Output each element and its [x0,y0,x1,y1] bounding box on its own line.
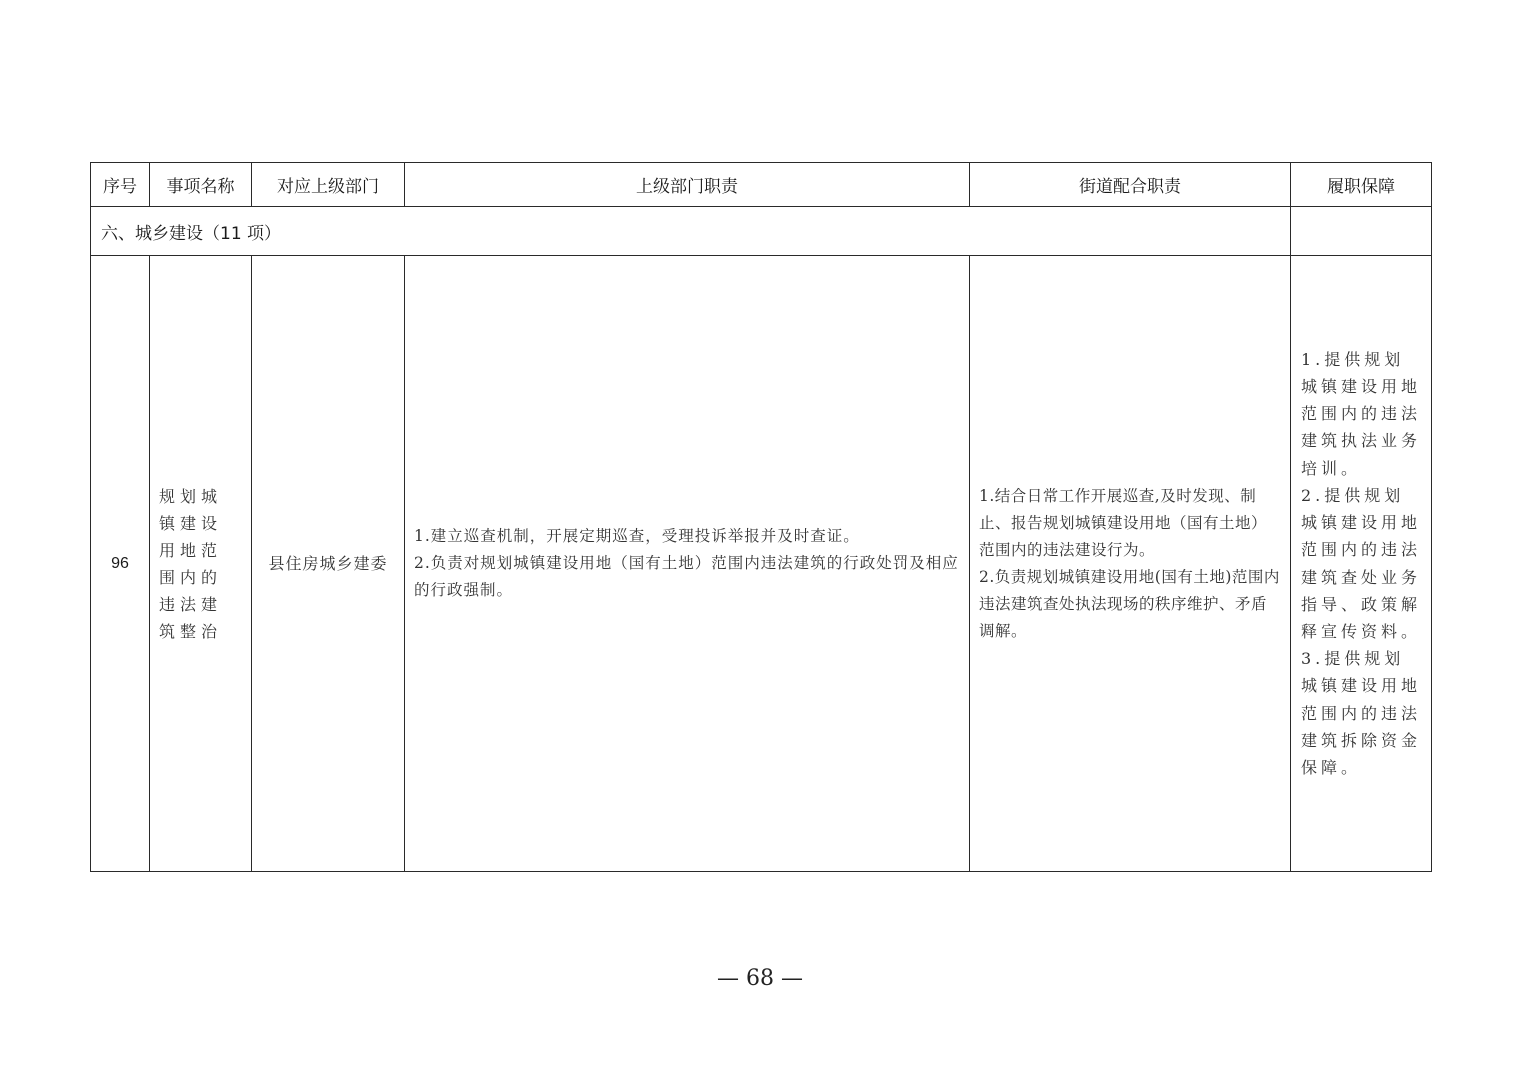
cell-item-name [150,256,252,872]
header-responsibilities: 上级部门职责 [405,163,970,207]
guarantee-item: 3.提供规划城镇建设用地范围内的违法建筑拆除资金保障。 [1301,649,1422,777]
responsibility-item: 1.建立巡查机制，开展定期巡查，受理投诉举报并及时查证。 [414,527,860,545]
responsibility-item: 2.负责对规划城镇建设用地（国有土地）范围内违法建筑的行政处罚及相应的行政强制。 [414,554,959,599]
header-row [91,163,1432,207]
section-row [91,207,1432,256]
cell-street-duties [970,256,1291,872]
dept-text: 县住房城乡建委 [268,554,388,573]
section-title: 六、城乡建设（11 项） [91,207,1291,256]
header-street-duties: 街道配合职责 [970,163,1291,207]
street-duty-item: 1.结合日常工作开展巡查,及时发现、制止、报告规划城镇建设用地（国有土地）范围内的违法建设行为。 [979,486,1268,559]
duty-table [90,162,1432,872]
street-duty-item: 2.负责规划城镇建设用地(国有土地)范围内违法建筑查处执法现场的秩序维护、矛盾调解。 [979,567,1280,640]
header-dept: 对应上级部门 [252,163,405,207]
cell-guarantees [1291,256,1432,872]
page-number: — 68 — [717,966,803,991]
guarantee-item: 2.提供规划城镇建设用地范围内的违法建筑查处业务指导、政策解释宣传资料。 [1301,485,1422,641]
cell-responsibilities [405,256,970,872]
section-empty-cell [1291,207,1432,256]
table-row [91,256,1432,872]
cell-dept [252,256,405,872]
header-guarantees: 履职保障 [1291,163,1432,207]
header-item-name: 事项名称 [150,163,252,207]
guarantee-item: 1.提供规划城镇建设用地范围内的违法建筑执法业务培训。 [1301,349,1422,478]
item-name-text: 规划城镇建设用地范围内的违法建筑整治 [159,486,223,641]
header-seq: 序号 [91,163,150,207]
cell-seq: 96 [91,256,150,872]
